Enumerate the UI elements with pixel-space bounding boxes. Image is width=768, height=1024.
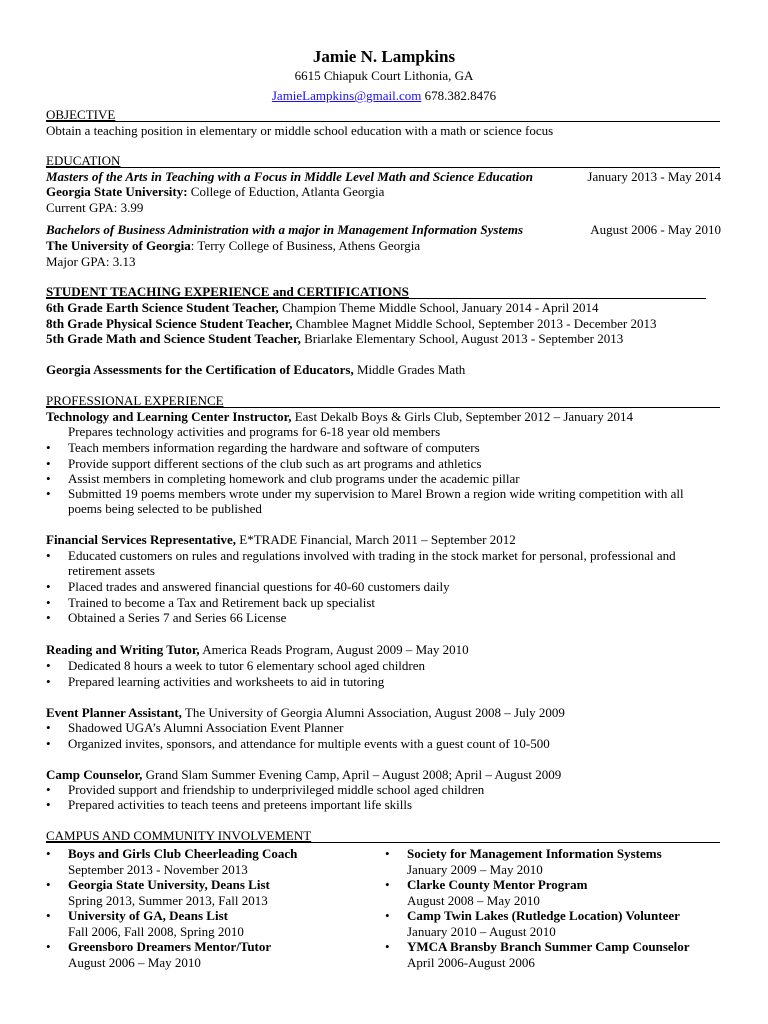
school-detail: : Terry College of Business, Athens Georgia <box>190 238 421 253</box>
section-rule <box>46 167 720 168</box>
objective-text: Obtain a teaching position in elementary or middle school education with a math or science focus <box>46 123 554 138</box>
campus-dates: April 2006-August 2006 <box>407 955 535 970</box>
teaching-detail: Champion Theme Middle School, January 2014 - April 2014 <box>278 300 599 315</box>
education-heading: EDUCATION <box>46 153 121 168</box>
job-title: Event Planner Assistant, <box>46 705 182 720</box>
address: 6615 Chiapuk Court Lithonia, GA <box>294 68 474 83</box>
bullet-text: Prepared activities to teach teens and preteens important life skills <box>68 797 413 812</box>
job-title-line <box>46 767 561 782</box>
certification <box>46 362 465 377</box>
degree-title: Bachelors of Business Administration with a major in Management Information Systems <box>46 222 524 237</box>
teaching-item <box>46 316 656 331</box>
campus-dates: August 2006 – May 2010 <box>68 955 201 970</box>
campus-dates: January 2010 – August 2010 <box>407 924 556 939</box>
phone: 678.382.8476 <box>424 88 497 103</box>
job-detail: The University of Georgia Alumni Association, August 2008 – July 2009 <box>181 705 565 720</box>
contact-line <box>0 88 768 103</box>
job-title: Camp Counselor, <box>46 767 143 782</box>
campus-dates: September 2013 - November 2013 <box>68 862 248 877</box>
bullet-text: Prepared learning activities and worksheets to aid in tutoring <box>68 674 385 689</box>
school-name: Georgia State University: <box>46 184 188 199</box>
campus-title: University of GA, Deans List <box>68 908 228 923</box>
bullet-text: Organized invites, sponsors, and attendance for multiple events with a guest count of 10-500 <box>68 736 550 751</box>
campus-title: Camp Twin Lakes (Rutledge Location) Volunteer <box>407 908 680 923</box>
job-title-line <box>46 532 516 547</box>
professional-heading: PROFESSIONAL EXPERIENCE <box>46 393 224 408</box>
bullet-text: Assist members in completing homework and club programs under the academic pillar <box>68 471 520 486</box>
cert-detail: Middle Grades Math <box>353 362 466 377</box>
teaching-item <box>46 300 598 315</box>
campus-title: Greensboro Dreamers Mentor/Tutor <box>68 939 272 954</box>
gpa: Current GPA: 3.99 <box>46 200 144 215</box>
campus-dates: Fall 2006, Fall 2008, Spring 2010 <box>68 924 244 939</box>
job-title-line <box>46 705 565 720</box>
bullet-text: Dedicated 8 hours a week to tutor 6 elementary school aged children <box>68 658 426 673</box>
degree-title: Masters of the Arts in Teaching with a Focus in Middle Level Math and Science Education <box>46 169 533 184</box>
job-intro: Prepares technology activities and programs for 6-18 year old members <box>68 424 441 439</box>
school-line <box>46 184 384 199</box>
bullet-text: Provided support and friendship to underprivileged middle school aged children <box>68 782 485 797</box>
bullet-text: Trained to become a Tax and Retirement back up specialist <box>68 595 376 610</box>
job-detail: East Dekalb Boys & Girls Club, September 2012 – January 2014 <box>291 409 634 424</box>
email-link[interactable]: JamieLampkins@gmail.com <box>271 88 422 103</box>
degree-dates: January 2013 - May 2014 <box>587 169 721 184</box>
resume-name: Jamie N. Lampkins <box>312 47 456 66</box>
job-detail: E*TRADE Financial, March 2011 – September 2012 <box>236 532 516 547</box>
bullet-text: Placed trades and answered financial questions for 40-60 customers daily <box>68 579 450 594</box>
campus-title: Georgia State University, Deans List <box>68 877 270 892</box>
campus-title: Clarke County Mentor Program <box>407 877 588 892</box>
cert-title: Georgia Assessments for the Certification of Educators, <box>46 362 354 377</box>
campus-title: Society for Management Information Systems <box>407 846 662 861</box>
bullet-text: Shadowed UGA’s Alumni Association Event Planner <box>68 720 344 735</box>
campus-heading: CAMPUS AND COMMUNITY INVOLVEMENT <box>46 828 312 843</box>
school-detail: College of Eduction, Atlanta Georgia <box>187 184 385 199</box>
teaching-detail: Chamblee Magnet Middle School, September 2013 - December 2013 <box>292 316 657 331</box>
objective-heading: OBJECTIVE <box>46 107 116 122</box>
school-name: The University of Georgia <box>46 238 191 253</box>
section-rule <box>46 842 720 843</box>
campus-title: YMCA Bransby Branch Summer Camp Counselor <box>407 939 690 954</box>
campus-dates: January 2009 – May 2010 <box>407 862 543 877</box>
teaching-title: 5th Grade Math and Science Student Teacher, <box>46 331 301 346</box>
teaching-detail: Briarlake Elementary School, August 2013 - September 2013 <box>300 331 624 346</box>
campus-title: Boys and Girls Club Cheerleading Coach <box>68 846 298 861</box>
gpa: Major GPA: 3.13 <box>46 254 136 269</box>
bullet-text: Submitted 19 poems members wrote under my supervision to Marel Brown a region wide writing competition with all <box>68 486 684 501</box>
job-title-line <box>46 409 633 424</box>
school-line <box>46 238 420 253</box>
section-rule <box>46 121 720 122</box>
teaching-title: 6th Grade Earth Science Student Teacher, <box>46 300 279 315</box>
teaching-item <box>46 331 623 346</box>
degree-dates: August 2006 - May 2010 <box>590 222 721 237</box>
job-detail: America Reads Program, August 2009 – May 2010 <box>199 642 469 657</box>
bullet-text: Provide support different sections of the club such as art programs and athletics <box>68 456 482 471</box>
job-title: Technology and Learning Center Instructor, <box>46 409 292 424</box>
teaching-title: 8th Grade Physical Science Student Teacher, <box>46 316 293 331</box>
bullet-continuation: poems being selected to be published <box>68 501 262 516</box>
campus-dates: Spring 2013, Summer 2013, Fall 2013 <box>68 893 268 908</box>
campus-dates: August 2008 – May 2010 <box>407 893 540 908</box>
bullet-text: Teach members information regarding the hardware and software of computers <box>68 440 480 455</box>
section-rule <box>46 298 706 299</box>
bullet-text: Obtained a Series 7 and Series 66 License <box>68 610 287 625</box>
job-detail: Grand Slam Summer Evening Camp, April – August 2008; April – August 2009 <box>142 767 562 782</box>
section-rule <box>46 407 720 408</box>
job-title: Financial Services Representative, <box>46 532 237 547</box>
job-title-line <box>46 642 469 657</box>
student-teaching-heading: STUDENT TEACHING EXPERIENCE and CERTIFICATIONS <box>46 284 409 299</box>
bullet-text: Educated customers on rules and regulations involved with trading in the stock market for personal, professional and <box>68 548 676 563</box>
job-title: Reading and Writing Tutor, <box>46 642 200 657</box>
bullet-continuation: retirement assets <box>68 563 155 578</box>
